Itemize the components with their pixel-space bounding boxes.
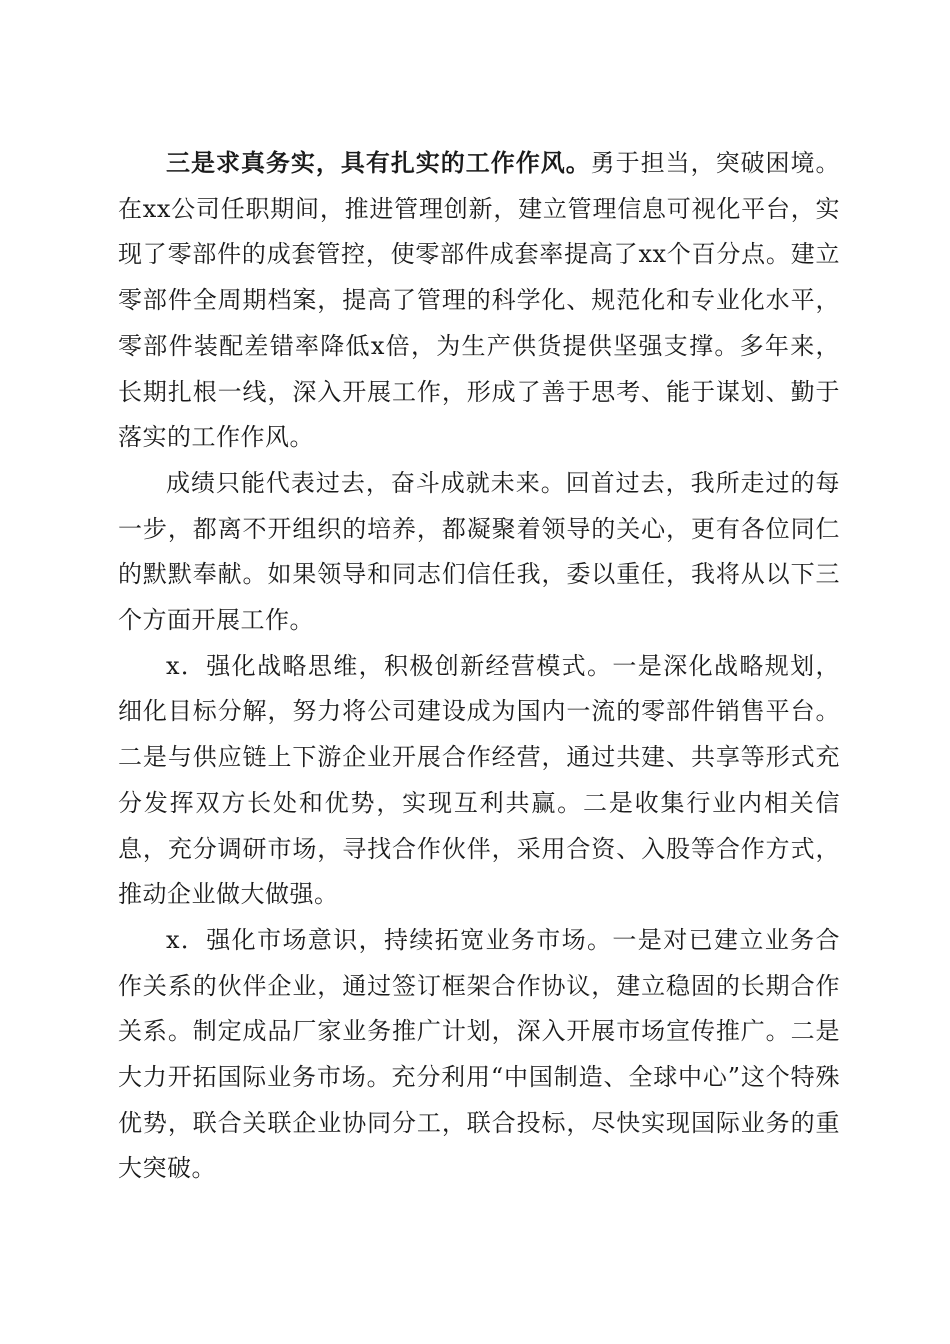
paragraph-text: x．强化战略思维，积极创新经营模式。一是深化战略规划，细化目标分解，努力将公司建设成为国内一流的零部件销售平台。二是与供应链上下游企业开展合作经营，通过共建、共享等形式充分发挥双方长处和优势，实现互利共赢。二是收集行业内相关信息，充分调研市场，寻找合作伙伴，采用合资、入股等合作方式，推动企业做大做强。 bbox=[118, 651, 840, 909]
paragraph-market bbox=[118, 918, 840, 1192]
document-body bbox=[118, 140, 840, 1192]
paragraph-strategy bbox=[118, 644, 840, 918]
paragraph-text: 勇于担当，突破困境。在xx公司任职期间，推进管理创新，建立管理信息可视化平台，实现了零部件的成套管控，使零部件成套率提高了xx个百分点。建立零部件全周期档案，提高了管理的科学化、规范化和专业化水平，零部件装配差错率降低x倍，为生产供货提供坚强支撑。多年来，长期扎根一线，深入开展工作，形成了善于思考、能于谋划、勤于落实的工作作风。 bbox=[118, 149, 840, 452]
paragraph-transition bbox=[118, 461, 840, 644]
paragraph-lead: 三是求真务实，具有扎实的工作作风。 bbox=[166, 148, 591, 177]
paragraph-work-style bbox=[118, 140, 840, 461]
paragraph-text: x．强化市场意识，持续拓宽业务市场。一是对已建立业务合作关系的伙伴企业，通过签订框架合作协议，建立稳固的长期合作关系。制定成品厂家业务推广计划，深入开展市场宣传推广。二是大力开拓国际业务市场。充分利用“中国制造、全球中心”这个特殊优势，联合关联企业协同分工，联合投标，尽快实现国际业务的重大突破。 bbox=[118, 925, 840, 1183]
paragraph-text: 成绩只能代表过去，奋斗成就未来。回首过去，我所走过的每一步，都离不开组织的培养，都凝聚着领导的关心，更有各位同仁的默默奉献。如果领导和同志们信任我，委以重任，我将从以下三个方面开展工作。 bbox=[118, 468, 840, 635]
